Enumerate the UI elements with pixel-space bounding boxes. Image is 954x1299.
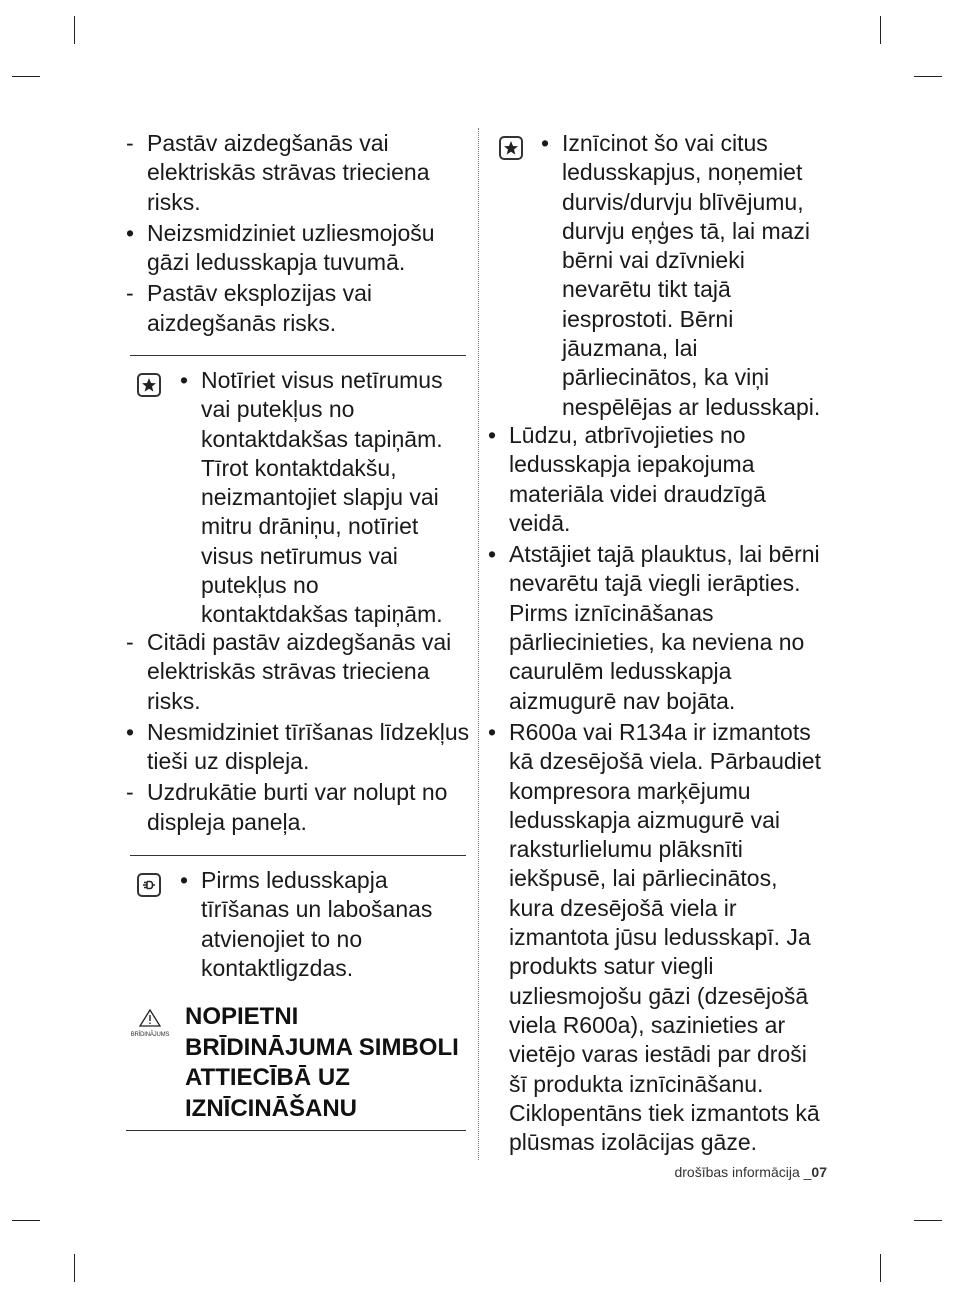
list-item: • Notīriet visus netīrumus vai putekļus no kontaktdakšas tapiņām. Tīrot kontaktdakšu, neizmantojiet slapju vai mitru drāniņu, notīriet visus netīrumus vai putekļus no kontaktdakšas tapiņām.: [180, 367, 443, 628]
star-icon: [137, 373, 161, 397]
crop-mark: [12, 76, 40, 77]
list-item: • Nesmidziniet tīrīšanas līdzekļus tieši uz displeja.: [126, 718, 470, 775]
right-first-item: [541, 129, 831, 424]
crop-mark: [74, 16, 75, 44]
right-items: [488, 421, 828, 1159]
list-item: - Citādi pastāv aizdegšanās vai elektriskās strāvas trieciena risks.: [126, 629, 452, 714]
crop-mark: [880, 1254, 881, 1282]
unplug-bullet: [180, 866, 460, 985]
warning-symbol: [130, 1009, 170, 1039]
section-rule: [126, 1130, 466, 1131]
list-item: • Lūdzu, atbrīvojieties no ledusskapja iepakojuma materiāla videi draudzīgā veidā.: [488, 422, 766, 536]
crop-mark: [914, 1220, 942, 1221]
star-icon: [499, 136, 523, 160]
section-rule: [130, 355, 466, 356]
crop-mark: [880, 16, 881, 44]
unplug-icon: [137, 873, 161, 897]
list-item: - Uzdrukātie burti var nolupt no displeja paneļa.: [126, 779, 448, 835]
list-item: • Neizsmidziniet uzliesmojošu gāzi ledusskapja tuvumā.: [126, 219, 435, 276]
list-item: - Pastāv aizdegšanās vai elektriskās strāvas trieciena risks.: [126, 130, 430, 215]
list-item: • Pirms ledusskapja tīrīšanas un labošanas atvienojiet to no kontaktligzdas.: [180, 867, 433, 981]
list-item: - Pastāv eksplozijas vai aizdegšanās risks.: [126, 280, 372, 336]
crop-mark: [914, 76, 942, 77]
page-footer: [674, 1164, 827, 1180]
cleaning-bullet: [180, 366, 460, 632]
warning-triangle-icon: [139, 1009, 161, 1027]
list-item: • R600a vai R134a ir izmantots kā dzesējošā viela. Pārbaudiet kompresora marķējumu ledusskapja aizmugurē vai raksturlielumu plāksnīti iekšpusē, lai pārliecinātos, kura dzesējošā viela ir izmantota jūsu ledusskapī. Ja produkts satur viegli uzliesmojošu gāzi (dzesējošā viela R600a), sazinieties ar vietējo varas iestādi par droši šī produkta iznīcināšanu. Ciklopentāns tiek izmantots kā plūsmas izolācijas gāze.: [488, 718, 821, 1156]
footer-section: drošības informācija _: [674, 1164, 812, 1180]
column-divider: [478, 128, 479, 1160]
cleaning-items: [126, 628, 471, 839]
list-item: • Iznīcinot šo vai citus ledusskapjus, noņemiet durvis/durvju blīvējumu, durvju eņģes tā, lai mazi bērni vai dzīvnieki nevarētu tikt tajā iesprostoti. Bērni jāuzmana, lai pārliecinātos, ka viņi nespēlējas ar ledusskapi.: [541, 130, 821, 420]
page-number: 07: [811, 1164, 827, 1180]
crop-mark: [74, 1254, 75, 1282]
warning-label: BRĪDINĀJUMS: [130, 1032, 170, 1038]
crop-mark: [12, 1220, 40, 1221]
left-top-items: [126, 129, 471, 340]
section-heading: NOPIETNI BRĪDINĀJUMA SIMBOLI ATTIECĪBĀ UZ IZNĪCINĀŠANU: [185, 1003, 459, 1122]
section-rule: [130, 855, 466, 856]
list-item: • Atstājiet tajā plauktus, lai bērni nevarētu tajā viegli ierāpties. Pirms iznīcināšanas pārliecinieties, ka neviena no caurulēm ledusskapja aizmugurē nav bojāta.: [488, 541, 820, 714]
